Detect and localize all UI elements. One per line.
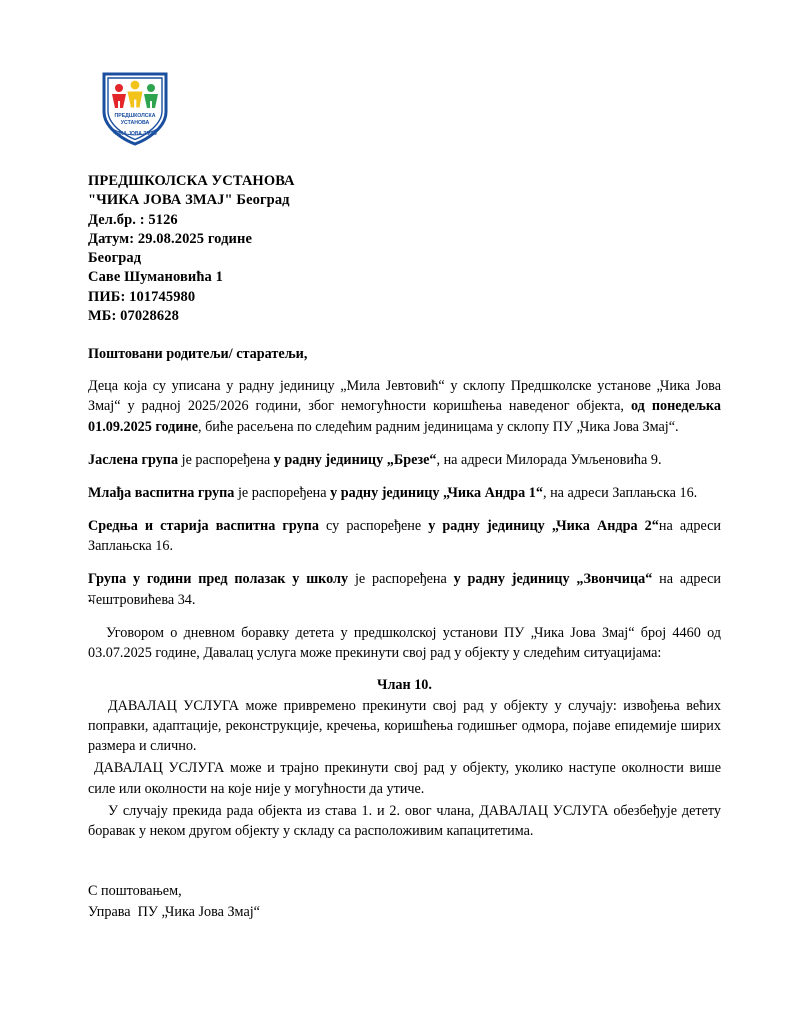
intro-part-1: Деца која су уписана у радну јединицу „Мила Јевтовић“ у склопу Предшколске установе „Чика Јова Змај“ у радној 2025/2026 години, због немогућности коришћења наведеног објекта, [88,378,721,415]
group-lead: Јаслена група [88,451,179,468]
group-mid: је распоређена [178,451,274,468]
group-paragraph [88,516,721,556]
group-destination: у радну јединицу „Чика Андра 1“ [330,484,543,501]
group-destination: у радну јединицу „Брезе“ [273,451,437,468]
letterhead-line-7: ПИБ: 101745980 [88,288,196,305]
group-paragraph [88,450,721,470]
logo-container [88,70,731,146]
letterhead-line-1: ПРЕДШКОЛСКА УСТАНОВА [88,173,295,189]
group-destination: у радну јединицу „Звончица“ [453,571,653,588]
article-paragraph-3: У случају прекида рада објекта из става 1. и 2. овог члана, ДАВАЛАЦ УСЛУГА обезбеђује детету боравак у неком другом објекту у складу са расположивим капацитетима. [88,802,721,839]
group-tail: на адреси Заплањска 16. [88,518,721,555]
intro-bold-date: од понедељка 01.09.2025 године [88,398,721,435]
group-destination: у радну јединицу „Чика Андра 2“ [428,518,659,535]
contract-paragraph: Уговором о дневном боравку детета у предшколској установи ПУ „Чика Јова Змај“ број 4460 од 03.07.2025 године, Давалац услуга може прекинути свој рад у објекту у следећим ситуацијама: [88,624,721,661]
group-mid: је распоређена [348,571,454,588]
group-tail: на адреси মештровићева 34. [88,571,721,608]
closing-line-1: С поштовањем, [88,883,182,900]
letterhead-line-2: "ЧИКА ЈОВА ЗМАЈ" Београд [88,192,290,209]
preschool-institution-crest-icon [98,70,172,146]
group-lead: Млађа васпитна група [88,484,235,501]
group-tail: , на адреси Заплањска 16. [543,484,698,501]
group-paragraph [88,569,721,609]
letterhead [88,172,721,326]
article-paragraph-1: ДАВАЛАЦ УСЛУГА може привремено прекинути свој рад у објекту у случају: извођења већих поправки, адаптације, реконструкције, кречења, коришћења годишњег одмора, појаве епидемије ширих размера и слично. [88,697,721,755]
letterhead-line-3: Дел.бр. : 5126 [88,211,178,228]
group-lead: Средња и старија васпитна група [88,518,319,535]
intro-part-2: , биће расељена по следећим радним јединицама у склопу ПУ „Чика Јова Змај“. [198,418,679,435]
article-title: Члан 10. [377,676,432,693]
letterhead-line-4: Датум: 29.08.2025 године [88,230,252,247]
letterhead-line-8: МБ: 07028628 [88,307,179,324]
group-lead: Група у години пред полазак у школу [88,571,349,588]
article-paragraph-2: ДАВАЛАЦ УСЛУГА може и трајно прекинути свој рад у објекту, уколико наступе околности више силе или околности на које није у могућности да утиче. [88,760,721,797]
svg-text:ЧИКА ЈОВА ЗМАЈ: ЧИКА ЈОВА ЗМАЈ [113,131,157,137]
svg-text:ПРЕДШКОЛСКА: ПРЕДШКОЛСКА [114,113,156,119]
salutation: Поштовани родитељи/ старатељи, [88,346,308,363]
letterhead-line-5: Београд [88,250,142,267]
svg-text:УСТАНОВА: УСТАНОВА [120,120,150,126]
closing-block [88,881,721,922]
intro-paragraph [88,376,721,436]
letterhead-line-6: Саве Шумановића 1 [88,269,223,286]
group-mid: су распоређене [318,518,429,535]
group-tail: , на адреси Милорада Умљеновића 9. [436,451,662,468]
group-paragraph [88,483,721,503]
group-mid: је распоређена [234,484,331,501]
closing-line-2: Управа ПУ „Чика Јова Змај“ [88,903,260,920]
